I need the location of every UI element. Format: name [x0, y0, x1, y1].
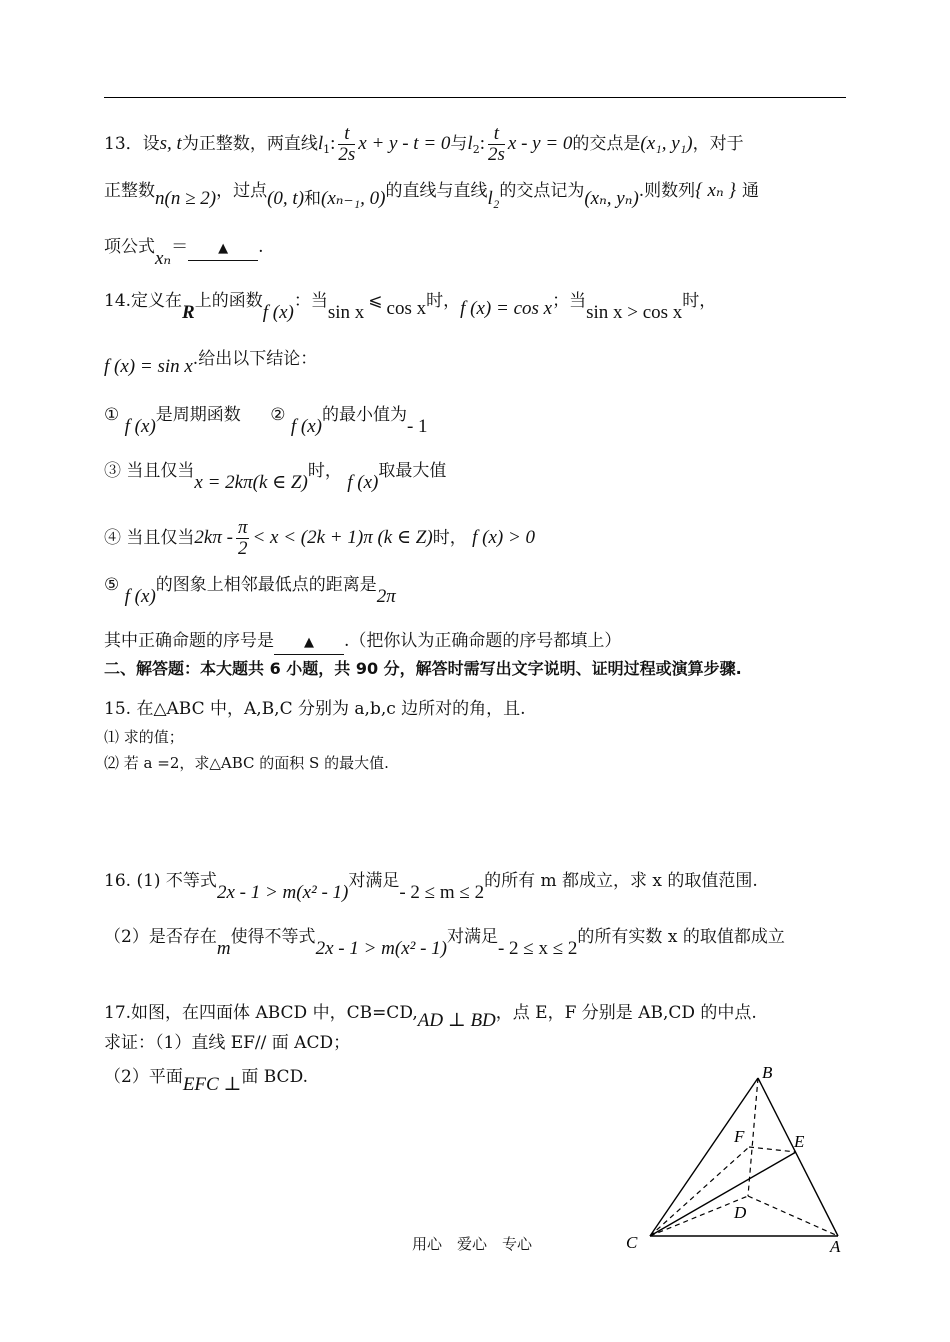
- q15-line2: ⑴ 求的值；: [104, 728, 184, 746]
- label-f: F: [734, 1127, 745, 1146]
- label-a: A: [830, 1237, 841, 1256]
- q14-line1: 14.定义在R上的函数f (x)：当sin x⩽ cos x时，f (x) = cos x；当sin x > cos x时，: [104, 291, 717, 323]
- q13-line1: 13．设s, t为正整数，两直线$l_1$: $\frac{t}{2s}$ x + y - t = 0与$l_2$: $\frac{t}{2s}$ x - y = 0的交点是(x₁, y₁)，对于: [104, 123, 744, 165]
- q13-line2: 正整数n(n ≥ 2)，过点(0, t)和(xₙ₋₁, 0)的直线与直线l₂的交点记为(xₙ, yₙ).则数列{ xₙ } 通: [104, 180, 760, 209]
- segment-ce: [650, 1152, 796, 1236]
- tetrahedron-figure: [620, 1060, 860, 1260]
- q14-conclusion-4: ④ 当且仅当2kπ - $\frac{\pi}{2}$ < x < (2k + 1)π (k ∈ Z)时， f (x) > 0: [104, 517, 536, 559]
- q16-line2: （2）是否存在m使得不等式2x - 1 > m(x² - 1)对满足- 2 ≤ x ≤ 2的所有实数 x 的取值都成立: [104, 927, 785, 959]
- q17-line3: （2）平面EFC ⊥面 BCD.: [104, 1067, 308, 1095]
- label-b: B: [762, 1063, 773, 1082]
- q15-line1: 15. 在△ABC 中，A,B,C 分别为 a,b,c 边所对的角，且.: [104, 699, 526, 719]
- q16-line1: 16. (1) 不等式2x - 1 > m(x² - 1)对满足- 2 ≤ m ≤ 2的所有 m 都成立，求 x 的取值范围.: [104, 871, 758, 903]
- q13-line3: 项公式xₙ＝ ▲ .: [104, 237, 264, 269]
- q14-line2: f (x) = sin x.给出以下结论：: [104, 349, 318, 377]
- answer-blank-14: ▲: [274, 632, 344, 655]
- q17-line1: 17.如图，在四面体 ABCD 中，CB=CD,AD ⊥ BD，点 E，F 分别是 AB,CD 的中点.: [104, 1003, 757, 1031]
- q15-line3: ⑵ 若 a =2，求△ABC 的面积 S 的最大值.: [104, 754, 389, 772]
- section-2-heading: 二、解答题：本大题共 6 小题，共 90 分，解答时需写出文字说明、证明过程或演算步骤.: [104, 659, 742, 678]
- edge-da: [748, 1196, 838, 1236]
- segment-fe: [749, 1147, 796, 1152]
- edge-ba: [758, 1078, 838, 1236]
- edge-bd: [748, 1078, 758, 1196]
- segment-cf: [650, 1147, 749, 1236]
- q14-conclusion-1-2: ① f (x)是周期函数 ② f (x)的最小值为- 1: [104, 405, 428, 437]
- label-e: E: [794, 1132, 805, 1151]
- answer-blank-13: ▲: [188, 238, 258, 261]
- page-footer: 用心 爱心 专心: [412, 1235, 533, 1253]
- label-c: C: [626, 1233, 638, 1252]
- header-rule: [104, 97, 846, 98]
- q14-conclusion-5: ⑤ f (x)的图象上相邻最低点的距离是2π: [104, 575, 396, 607]
- q17-line2: 求证：（1）直线 EF// 面 ACD；: [104, 1033, 351, 1053]
- q14-end: 其中正确命题的序号是 ▲ .（把你认为正确命题的序号都填上）: [104, 630, 621, 655]
- q14-conclusion-3: ③ 当且仅当x = 2kπ(k ∈ Z)时， f (x)取最大值: [104, 461, 447, 493]
- label-d: D: [734, 1203, 747, 1222]
